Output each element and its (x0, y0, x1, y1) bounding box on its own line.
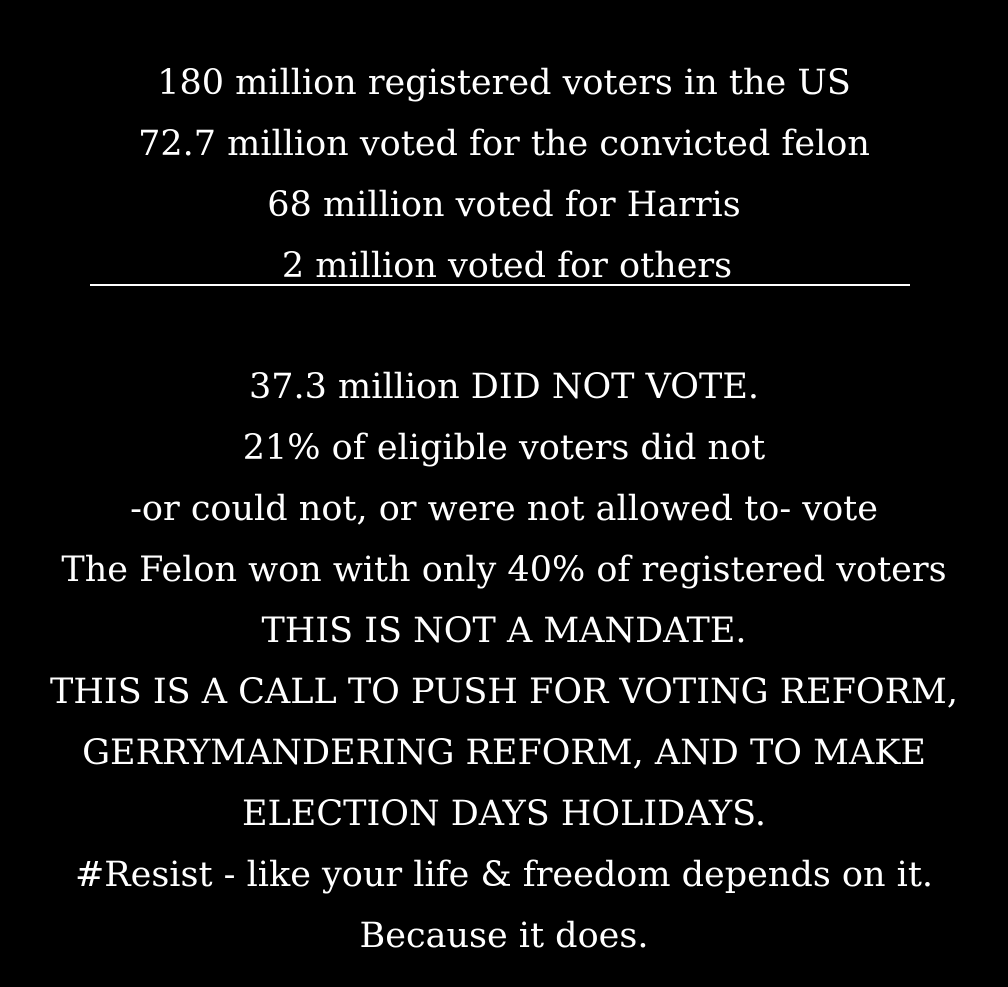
text-line-allowed-to-vote: -or could not, or were not allowed to- vote (130, 489, 878, 529)
text-line-because-it-does: Because it does. (359, 916, 649, 956)
text-line-voting-reform: THIS IS A CALL TO PUSH FOR VOTING REFORM, (50, 672, 958, 712)
text-line-election-holidays: ELECTION DAYS HOLIDAYS. (241, 794, 767, 834)
text-line-resist: #Resist - like your life & freedom depends on it. (74, 855, 934, 895)
text-line-harris-votes: 68 million voted for Harris (267, 185, 741, 225)
text-line-not-mandate: THIS IS NOT A MANDATE. (261, 611, 747, 651)
text-line-registered-voters: 180 million registered voters in the US (157, 63, 851, 103)
text-line-other-votes: 2 million voted for others (268, 244, 746, 286)
text-line-felon-votes: 72.7 million voted for the convicted felon (138, 124, 870, 164)
underlined-total-row (0, 244, 1008, 288)
right-underline-rule (746, 284, 910, 286)
text-line-eligible-percent: 21% of eligible voters did not (242, 428, 766, 468)
text-line-gerrymandering: GERRYMANDERING REFORM, AND TO MAKE (82, 733, 926, 773)
text-line-did-not-vote: 37.3 million DID NOT VOTE. (249, 367, 759, 407)
text-line-registered-percent: The Felon won with only 40% of registered voters (61, 550, 947, 590)
left-underline-rule (90, 284, 268, 286)
